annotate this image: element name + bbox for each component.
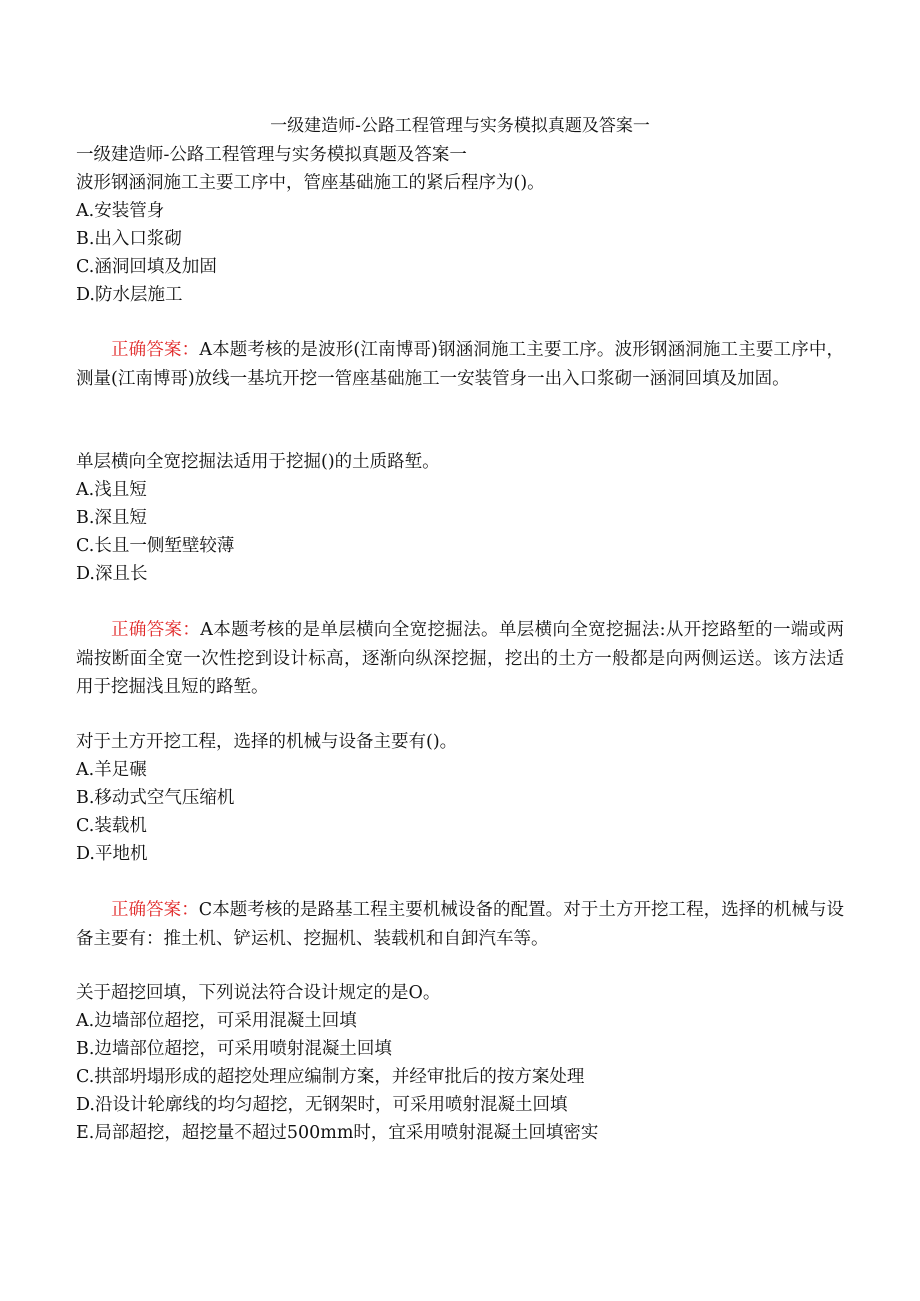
question-4-option-d: D.沿设计轮廓线的均匀超挖，无钢架时，可采用喷射混凝土回填 [76,1095,568,1115]
question-1-stem: 波形钢涵洞施工主要工序中，管座基础施工的紧后程序为()。 [76,173,545,193]
question-3-option-c: C.装载机 [76,816,147,836]
question-2-stem: 单层横向全宽挖掘法适用于挖掘()的土质路堑。 [76,452,440,472]
question-2-option-c: C.长且一侧堑壁较薄 [76,536,235,556]
question-1-option-d: D.防水层施工 [76,285,183,305]
question-3-stem: 对于土方开挖工程，选择的机械与设备主要有()。 [76,732,458,752]
question-1-answer [76,336,844,393]
question-4-option-e: E.局部超挖，超挖量不超过500mm时，宜采用喷射混凝土回填密实 [76,1123,599,1143]
question-3-option-a: A.羊足碾 [76,760,147,780]
question-3-option-d: D.平地机 [76,844,148,864]
document-title: 一级建造师-公路工程管理与实务模拟真题及答案一 [270,116,650,136]
question-1-answer-text: A本题考核的是波形(江南博哥)钢涵洞施工主要工序。波形钢涵洞施工主要工序中，测量(江南博哥)放线一基坑开挖一管座基础施工一安装管身一出入口浆砌一涵洞回填及加固。 [76,340,845,389]
question-4-option-a: A.边墙部位超挖，可采用混凝土回填 [76,1011,357,1031]
question-1-option-b: B.出入口浆砌 [76,229,182,249]
question-3-option-b: B.移动式空气压缩机 [76,788,235,808]
question-2-answer-text: A本题考核的是单层横向全宽挖掘法。单层横向全宽挖掘法:从开挖路堑的一端或两端按断面全宽一次性挖到设计标高，逐渐向纵深挖掘，挖出的土方一般都是向两侧运送。该方法适用于挖掘浅且短的路堑。 [76,620,845,697]
question-1-option-a: A.安装管身 [76,201,165,221]
question-4-option-b: B.边墙部位超挖，可采用喷射混凝土回填 [76,1039,392,1059]
question-4-option-c: C.拱部坍塌形成的超挖处理应编制方案，并经审批后的按方案处理 [76,1067,585,1087]
question-3-answer [76,896,844,953]
question-1-answer-label: 正确答案： [111,340,200,360]
question-2-answer-label: 正确答案： [111,620,201,640]
question-2-option-b: B.深且短 [76,508,147,528]
question-2-option-a: A.浅且短 [76,480,147,500]
question-2-option-d: D.深且长 [76,564,148,584]
question-4-stem: 关于超挖回填，下列说法符合设计规定的是O。 [76,983,441,1003]
question-2-answer [76,616,844,702]
question-1-option-c: C.涵洞回填及加固 [76,257,217,277]
question-3-answer-label: 正确答案： [111,900,199,920]
question-3-answer-text: C本题考核的是路基工程主要机械设备的配置。对于土方开挖工程，选择的机械与设备主要有：推土机、铲运机、挖掘机、装载机和自卸汽车等。 [76,900,845,949]
document-subtitle: 一级建造师-公路工程管理与实务模拟真题及答案一 [76,145,467,165]
